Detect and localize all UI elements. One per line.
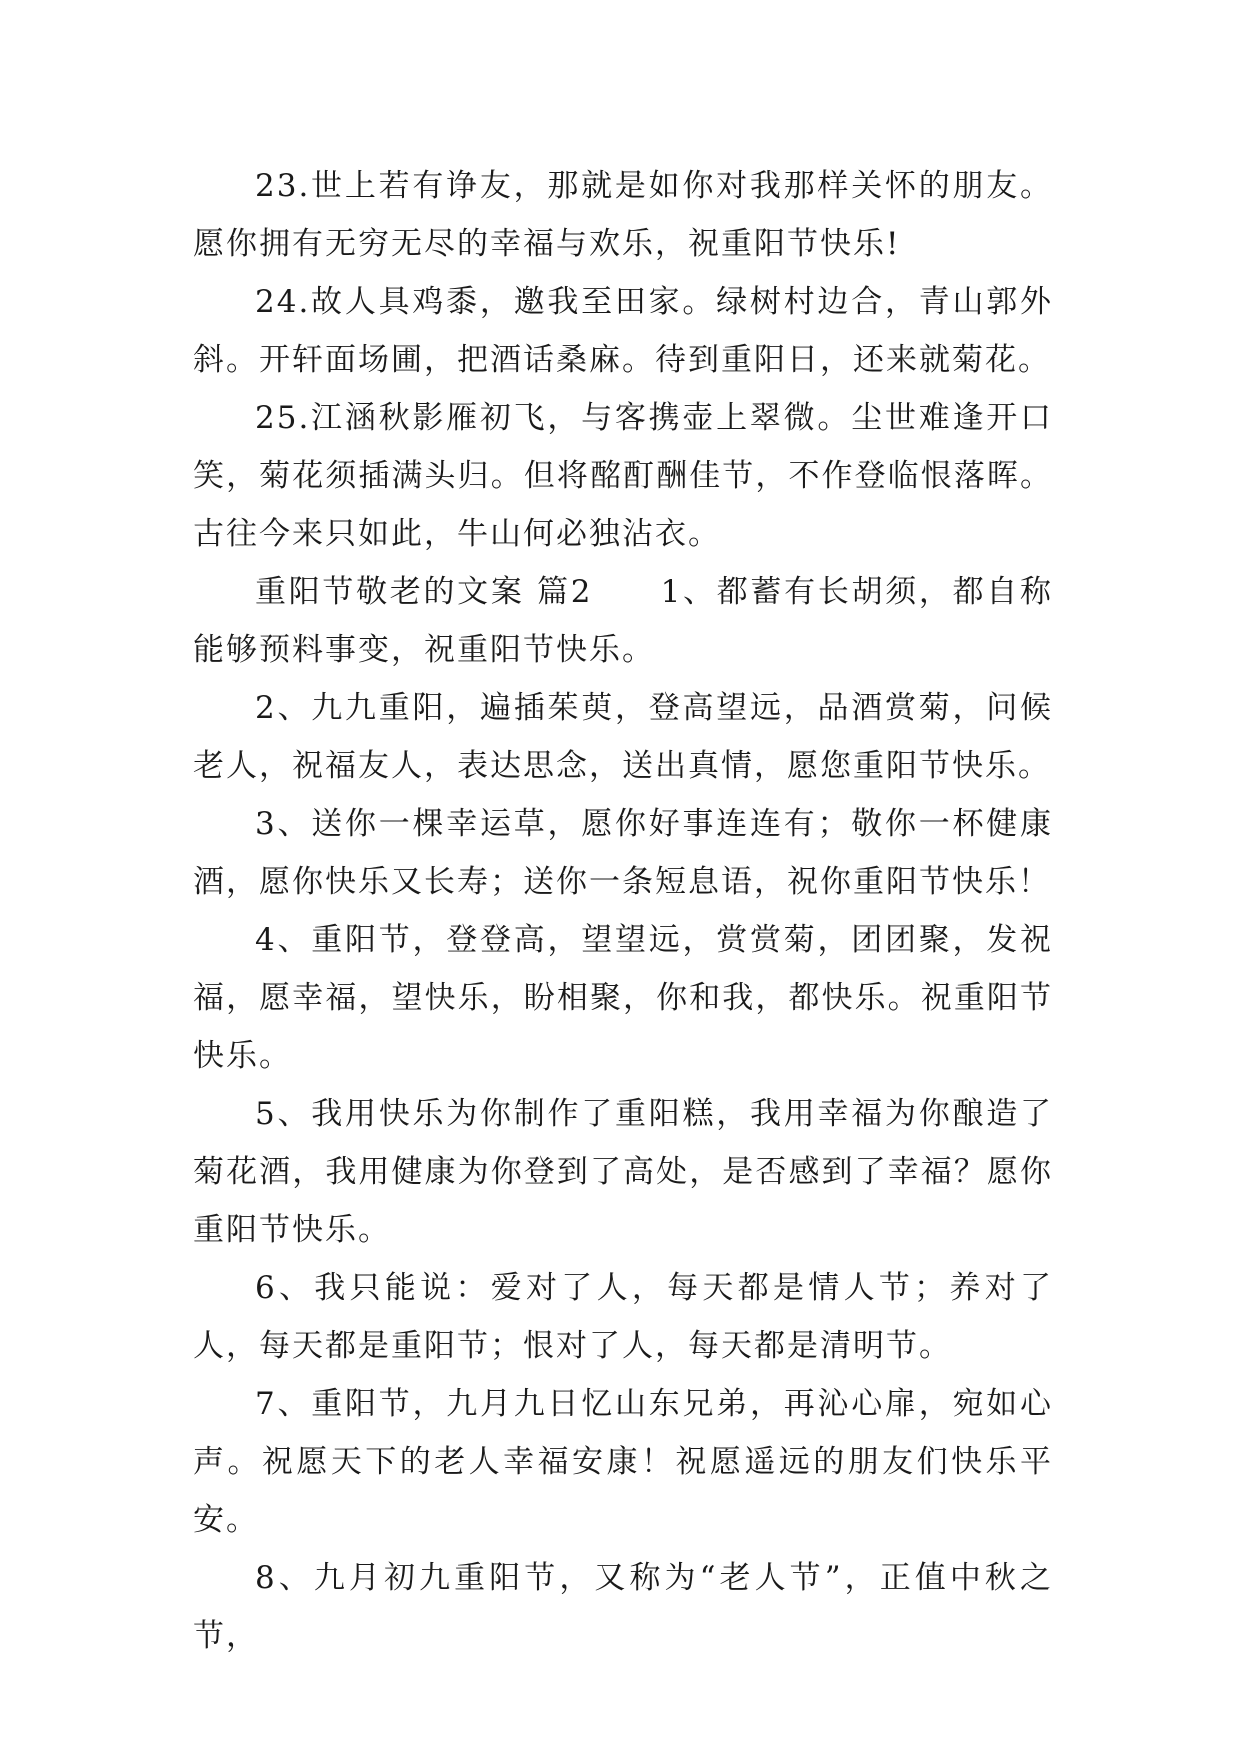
paragraph-8: 8、九月初九重阳节，又称为“老人节”，正值中秋之节， (193, 1560, 1053, 1654)
paragraph-25: 25.江涵秋影雁初飞，与客携壶上翠微。尘世难逢开口笑，菊花须插满头归。但将酩酊酬佳节，不作登临恨落晖。古往今来只如此，牛山何必独沾衣。 (193, 400, 1053, 552)
paragraph-23: 23.世上若有诤友，那就是如你对我那样关怀的朋友。愿你拥有无穷无尽的幸福与欢乐，祝重阳节快乐! (193, 168, 1053, 262)
paragraph-24: 24.故人具鸡黍，邀我至田家。绿树村边合，青山郭外斜。开轩面场圃，把酒话桑麻。待到重阳日，还来就菊花。 (193, 284, 1053, 378)
paragraph-4: 4、重阳节，登登高，望望远，赏赏菊，团团聚，发祝福，愿幸福，望快乐，盼相聚，你和我，都快乐。祝重阳节快乐。 (193, 922, 1053, 1074)
paragraph-3: 3、送你一棵幸运草，愿你好事连连有；敬你一杯健康酒，愿你快乐又长寿；送你一条短息语，祝你重阳节快乐！ (193, 806, 1053, 900)
document-body (193, 157, 1053, 1665)
paragraph-5: 5、我用快乐为你制作了重阳糕，我用幸福为你酿造了菊花酒，我用健康为你登到了高处，是否感到了幸福？愿你重阳节快乐。 (193, 1096, 1053, 1248)
section-heading-paragraph: 重阳节敬老的文案 篇2 1、都蓄有长胡须，都自称能够预料事变，祝重阳节快乐。 (193, 574, 1053, 668)
paragraph-6: 6、我只能说：爱对了人，每天都是情人节；养对了人，每天都是重阳节；恨对了人，每天都是清明节。 (193, 1270, 1053, 1364)
paragraph-2: 2、九九重阳，遍插茱萸，登高望远，品酒赏菊，问候老人，祝福友人，表达思念，送出真情，愿您重阳节快乐。 (193, 690, 1053, 784)
paragraph-7: 7、重阳节，九月九日忆山东兄弟，再沁心扉，宛如心声。祝愿天下的老人幸福安康！祝愿遥远的朋友们快乐平安。 (193, 1386, 1053, 1538)
